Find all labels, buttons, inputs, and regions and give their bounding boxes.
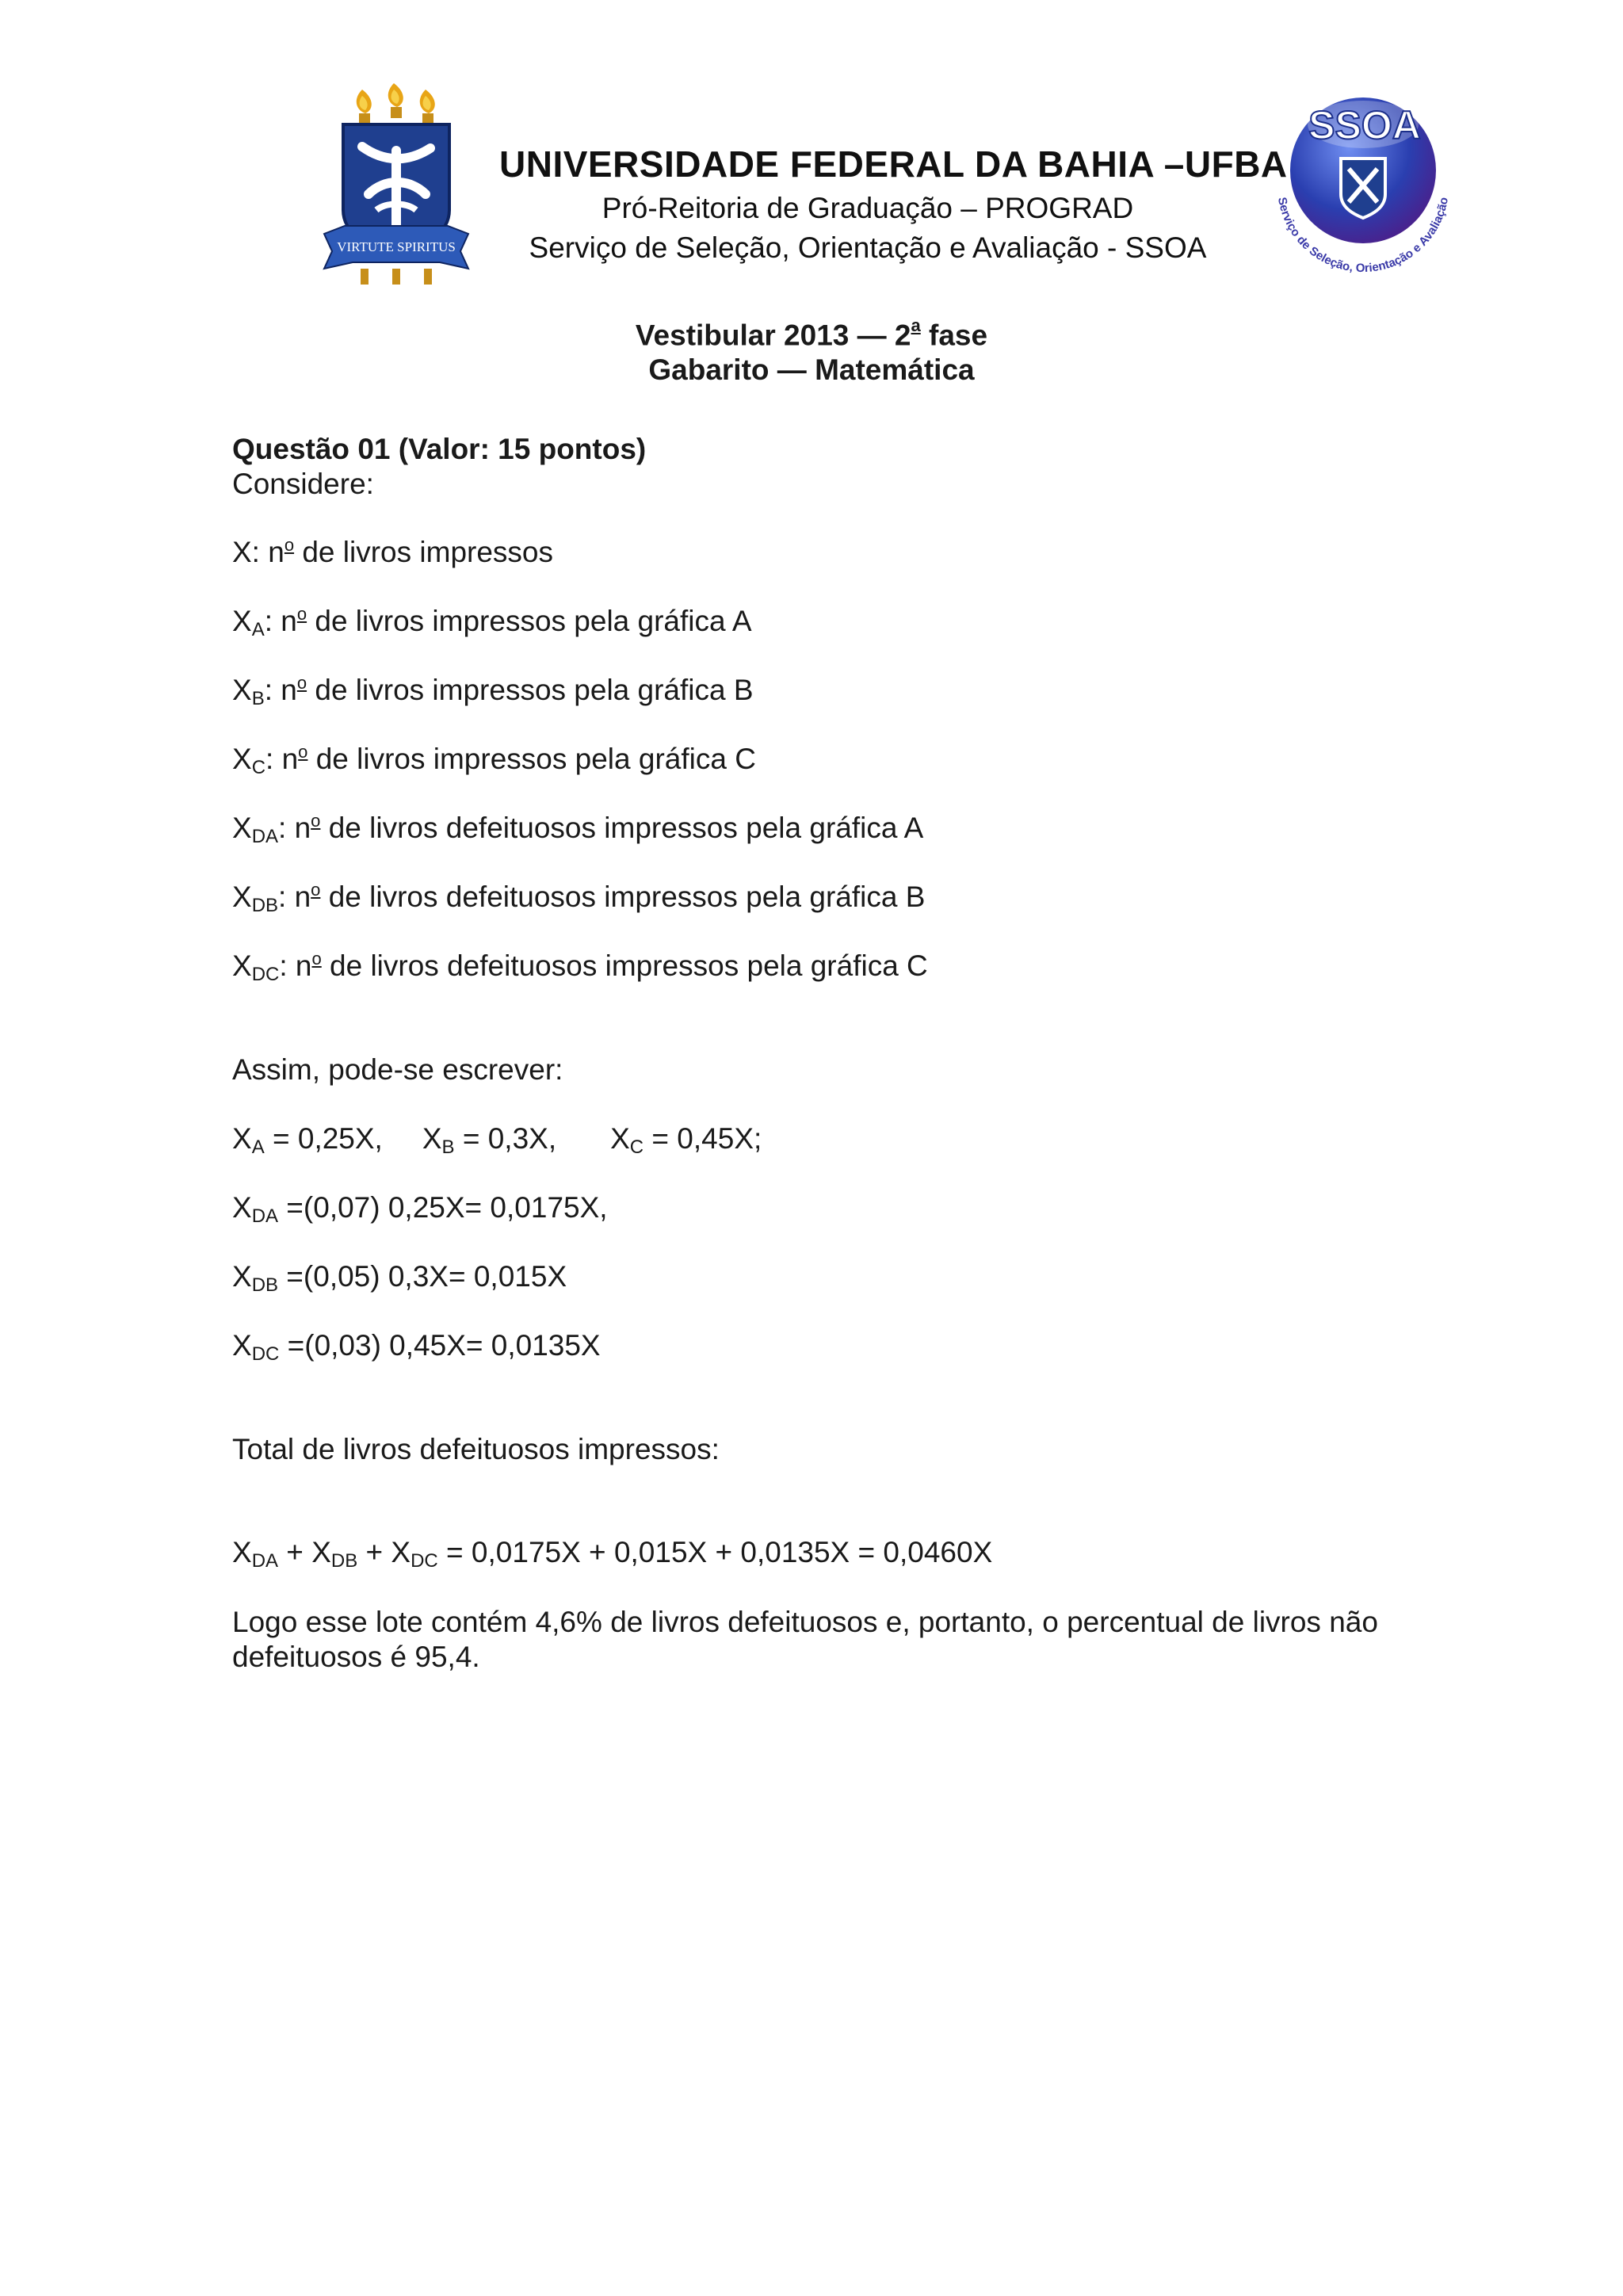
pro-rectory-name: Pró-Reitoria de Graduação – PROGRAD [601,192,1134,224]
torch-icon [357,90,372,124]
total-label: Total de livros defeituosos impressos: [232,1433,720,1465]
svg-text:Serviço de Seleção, Orientação: Serviço de Seleção, Orientação e Avaliação [1274,196,1452,276]
service-name: Serviço de Seleção, Orientação e Avaliação - SSOA [529,231,1207,264]
equation-xdc: $X_{DC} =(0,03)$ 0,45X= 0,0135X [232,1329,601,1365]
svg-text:SSOA: SSOA [1308,103,1421,147]
answer-key-subject: Gabarito — Matemática [648,353,975,386]
question-heading: Questão 01 (Valor: 15 pontos) [232,433,647,465]
equation-total: $X_{DA} + X_{DB} + X_{DC} = 0,0175X + 0,015X + 0,0135X = 0,0460X$ [232,1536,993,1572]
equation-xdb: $X_{DB} =(0,05)$ 0,3X= 0,015X [232,1260,567,1296]
torch-icon [420,90,435,124]
conclusion-paragraph: Logo esse lote contém 4,6% de livros defeituosos e, portanto, o percentual de livros não defeituosos é 95,4. [232,1606,1378,1673]
equation-shares: $X_A = 0,25X$, $X_B = 0,3X$, $X_C = 0,45X$; [232,1122,762,1158]
equation-xda: $X_{DA} =(0,07)$ 0,25X= 0,0175X, [232,1191,608,1227]
definition-x: X: $n^o$ de livros impressos [232,535,554,568]
torch-icon [388,83,403,118]
svg-text:VIRTUTE SPIRITUS: VIRTUTE SPIRITUS [337,239,456,254]
exam-title: Vestibular 2013 — 2$^a$ fase [635,315,988,352]
definition-xdb: $X_{DB}$: $n^o$ de livros defeituosos impressos pela gráfica B [232,880,926,916]
definition-xb: $X_B$: $n^o$ de livros impressos pela gráfica B [232,673,754,709]
definition-xda: $X_{DA}$: $n^o$ de livros defeituosos impressos pela gráfica A [232,811,924,847]
assim-text: Assim, pode-se escrever: [232,1053,563,1086]
ssoa-logo [1260,83,1466,289]
definition-xa: $X_A$: $n^o$ de livros impressos pela gráfica A [232,604,752,640]
ufba-crest-logo [321,75,472,289]
letterhead [0,0,1623,301]
definition-xc: $X_C$: $n^o$ de livros impressos pela gráfica C [232,742,756,778]
definition-xdc: $X_{DC}$: $n^o$ de livros defeituosos impressos pela gráfica C [232,949,928,985]
university-name: UNIVERSIDADE FEDERAL DA BAHIA –UFBA [499,143,1288,185]
question-intro: Considere: [232,468,374,500]
